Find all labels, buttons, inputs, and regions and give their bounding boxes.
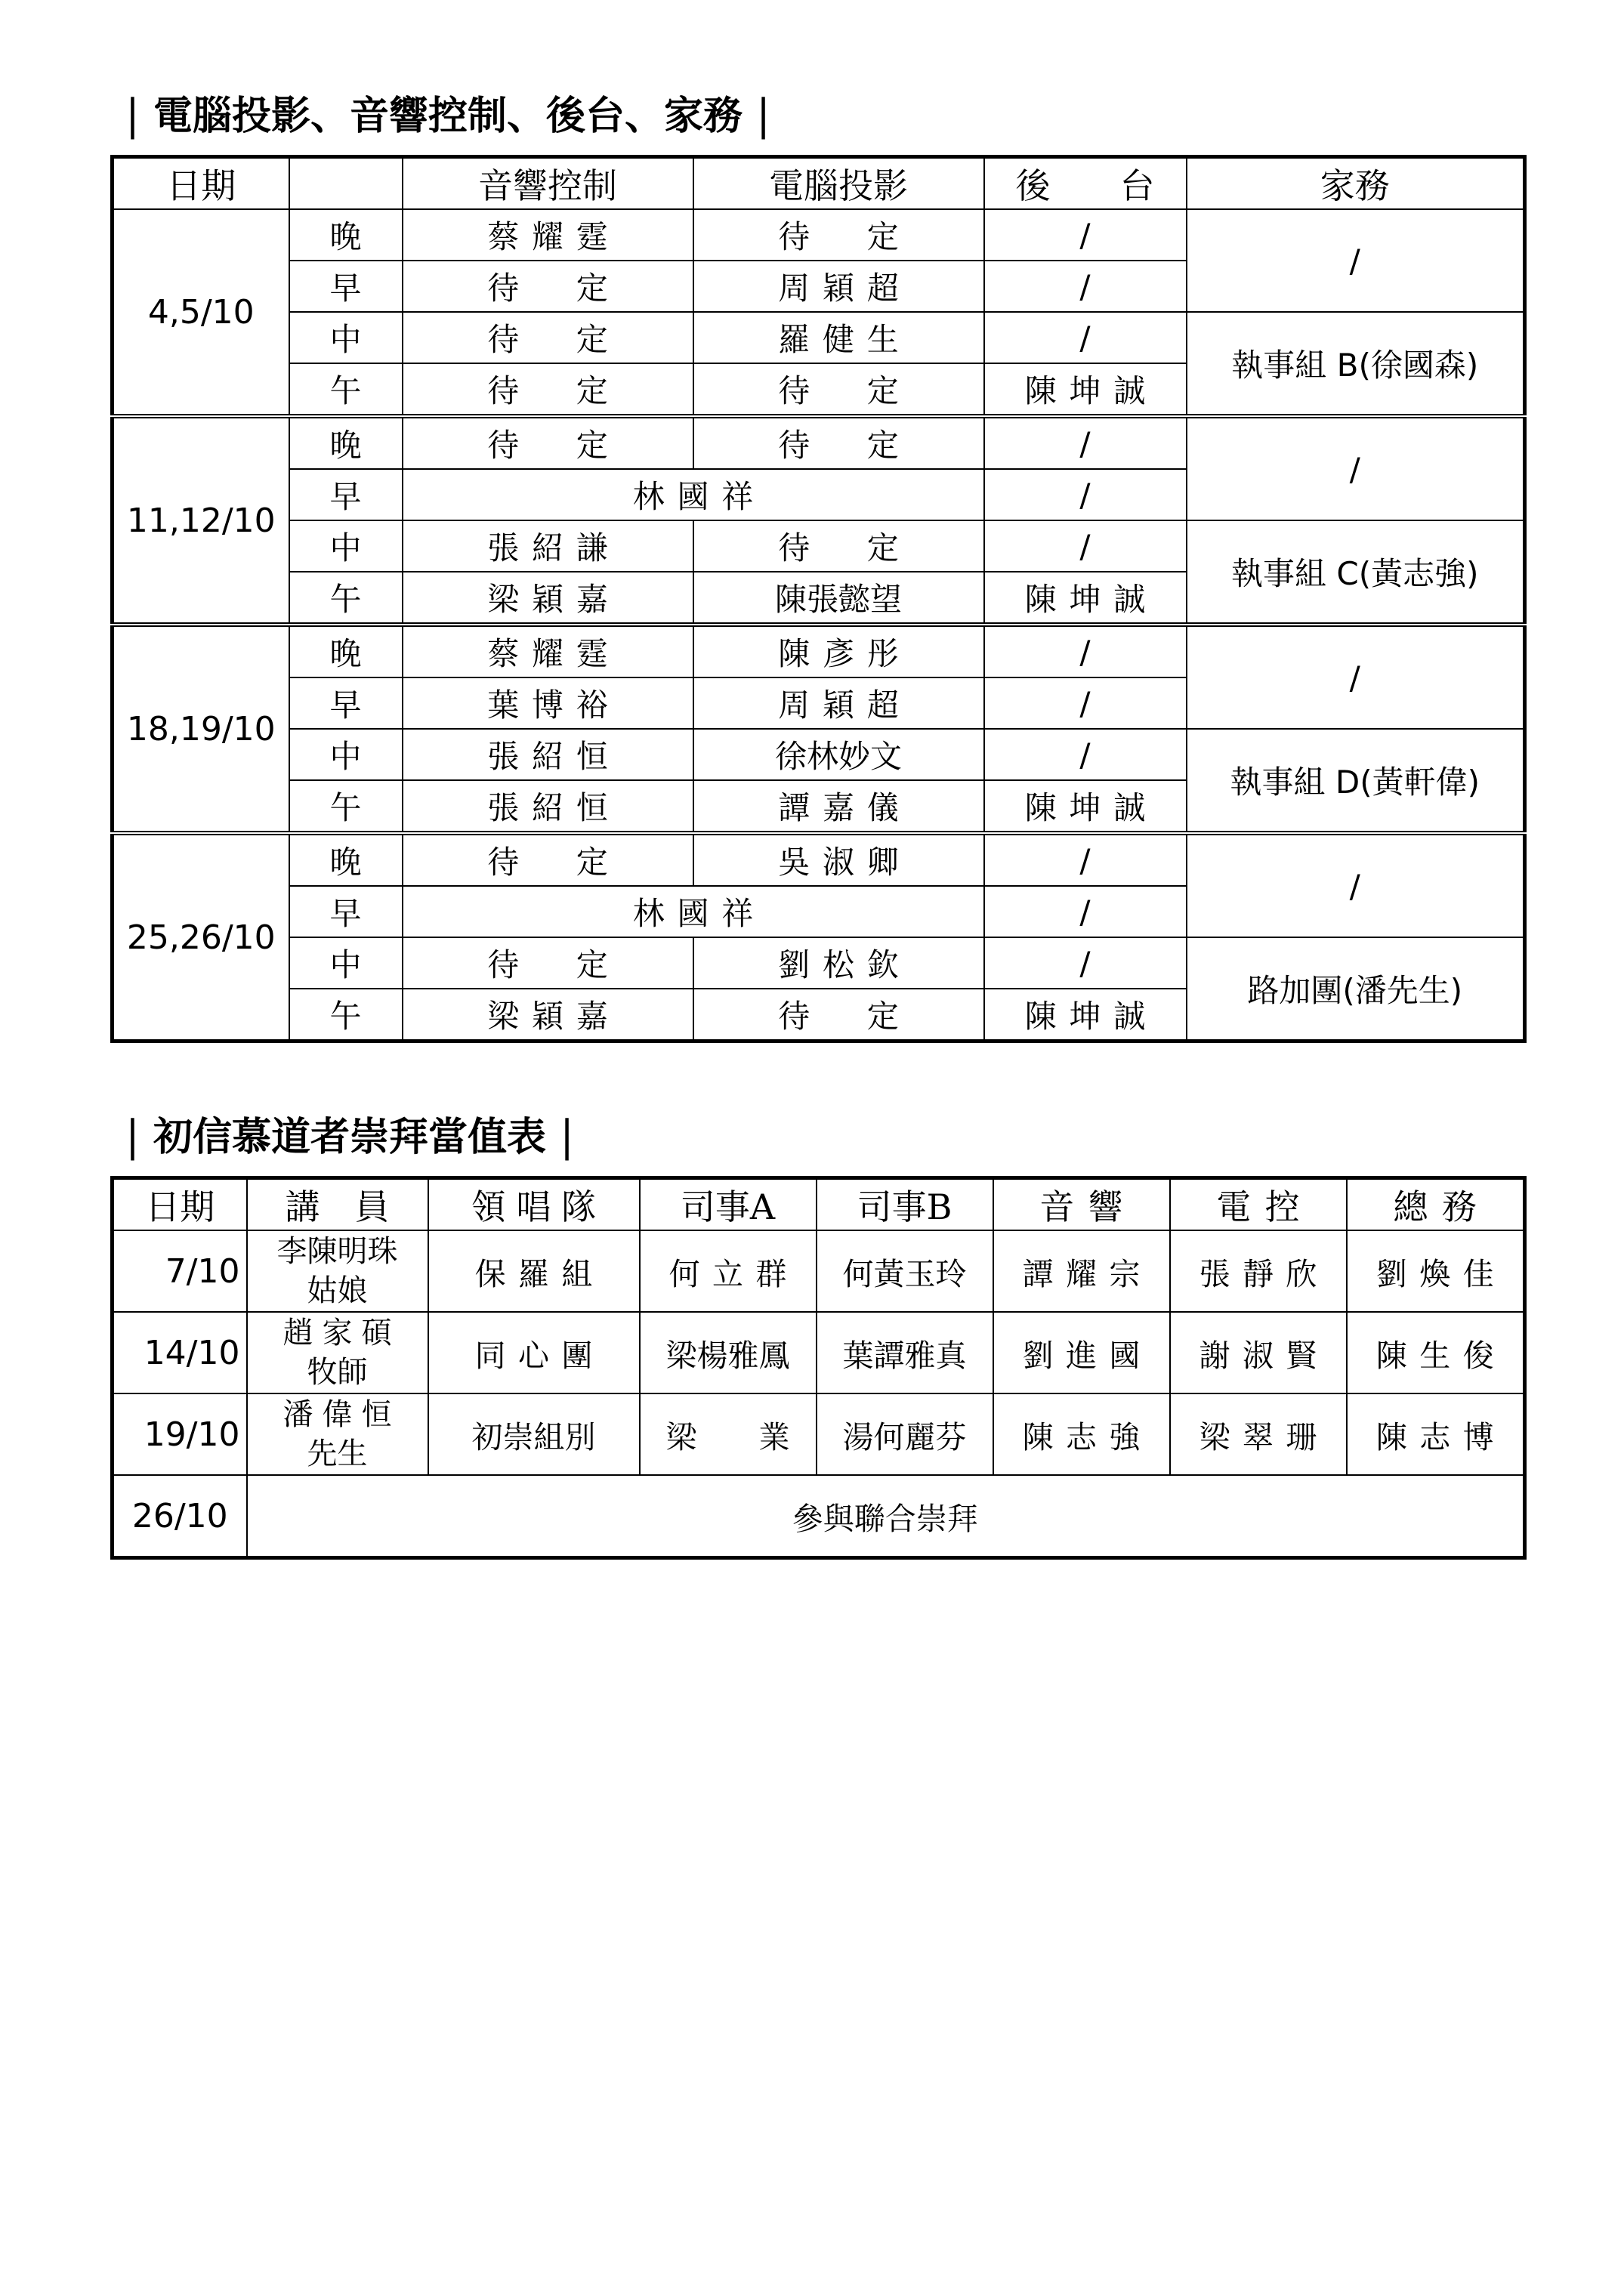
household-cell: 路加團(潘先生) [1187, 937, 1525, 1042]
backstage-cell: / [984, 416, 1187, 469]
audio-cell: 張紹恒 [403, 780, 693, 833]
household-cell: 執事組 D(黃軒偉) [1187, 729, 1525, 833]
pc-cell: 待 定 [693, 209, 984, 261]
audio-cell: 張紹謙 [403, 520, 693, 572]
header-pc-projection: 電腦投影 [693, 157, 984, 210]
backstage-cell: 陳坤誠 [984, 363, 1187, 416]
row-date: 19/10 [113, 1393, 247, 1475]
table-row [113, 209, 1525, 261]
table-row [113, 1230, 1525, 1312]
backstage-cell: / [984, 937, 1187, 989]
slot-cell: 早 [289, 677, 403, 729]
slot-cell: 中 [289, 729, 403, 780]
general-cell: 陳生俊 [1347, 1312, 1525, 1393]
audio-cell: 待 定 [403, 363, 693, 416]
speaker-title: 姑娘 [307, 1273, 368, 1308]
header-audio-control: 音響控制 [403, 157, 693, 210]
audio-cell: 待 定 [403, 261, 693, 312]
merged-audio-pc-cell: 林國祥 [403, 886, 984, 937]
header-usher-b: 司事B [817, 1178, 993, 1231]
slot-cell: 晚 [289, 625, 403, 677]
control-cell: 謝淑賢 [1170, 1312, 1347, 1393]
speaker-name: 趙家碩 [283, 1316, 401, 1350]
group-date: 11,12/10 [113, 416, 289, 625]
audio-cell: 梁穎嘉 [403, 989, 693, 1042]
table-row [113, 833, 1525, 886]
backstage-cell: / [984, 886, 1187, 937]
backstage-cell: / [984, 677, 1187, 729]
slot-cell: 午 [289, 989, 403, 1042]
header-general-affairs: 總務 [1347, 1178, 1525, 1231]
backstage-cell: / [984, 312, 1187, 363]
joint-worship-note: 參與聯合崇拜 [247, 1475, 1525, 1558]
table-row [113, 520, 1525, 572]
speaker-name: 潘偉恒 [283, 1397, 401, 1432]
pc-cell: 劉松欽 [693, 937, 984, 989]
household-cell: 執事組 B(徐國森) [1187, 312, 1525, 416]
audio-cell: 待 定 [403, 312, 693, 363]
pc-cell: 羅健生 [693, 312, 984, 363]
general-cell: 陳志博 [1347, 1393, 1525, 1475]
pc-cell: 待 定 [693, 363, 984, 416]
section1-title: 電腦投影、音響控制、後台、家務 [153, 93, 743, 139]
backstage-cell: / [984, 833, 1187, 886]
roster-table-av-backstage [110, 155, 1527, 1043]
backstage-cell: 陳坤誠 [984, 572, 1187, 625]
slot-cell: 午 [289, 572, 403, 625]
header-date: 日期 [113, 1178, 247, 1231]
choir-cell: 同心團 [428, 1312, 640, 1393]
merged-audio-pc-cell: 林國祥 [403, 469, 984, 520]
backstage-cell: 陳坤誠 [984, 989, 1187, 1042]
control-cell: 張靜欣 [1170, 1230, 1347, 1312]
slot-cell: 午 [289, 780, 403, 833]
backstage-cell: / [984, 209, 1187, 261]
slot-cell: 午 [289, 363, 403, 416]
speaker-name: 李陳明珠 [276, 1234, 398, 1269]
header-household: 家務 [1187, 157, 1525, 210]
pc-cell: 徐林妙文 [693, 729, 984, 780]
backstage-cell: / [984, 520, 1187, 572]
table-row [113, 729, 1525, 780]
backstage-cell: 陳坤誠 [984, 780, 1187, 833]
header-date: 日期 [113, 157, 289, 210]
table-header-row [113, 157, 1525, 210]
slot-cell: 晚 [289, 209, 403, 261]
table-row [113, 937, 1525, 989]
pc-cell: 周穎超 [693, 677, 984, 729]
audio-cell: 蔡耀霆 [403, 209, 693, 261]
table-row [113, 1475, 1525, 1558]
table-row [113, 312, 1525, 363]
section1-heading: | 電腦投影、音響控制、後台、家務 | [125, 91, 770, 140]
audio-cell: 待 定 [403, 937, 693, 989]
group-date: 4,5/10 [113, 209, 289, 416]
usher-a-cell: 梁 業 [640, 1393, 817, 1475]
group-date: 18,19/10 [113, 625, 289, 833]
table-row [113, 1312, 1525, 1393]
header-worship-team: 領唱隊 [428, 1178, 640, 1231]
pc-cell: 待 定 [693, 520, 984, 572]
table-row [113, 1393, 1525, 1475]
group-date: 25,26/10 [113, 833, 289, 1042]
header-speaker: 講 員 [247, 1178, 428, 1231]
usher-b-cell: 何黃玉玲 [817, 1230, 993, 1312]
usher-a-cell: 何立群 [640, 1230, 817, 1312]
header-slot [289, 157, 403, 210]
household-cell: / [1187, 833, 1525, 937]
backstage-cell: / [984, 625, 1187, 677]
audio-cell: 梁穎嘉 [403, 572, 693, 625]
row-date: 7/10 [113, 1230, 247, 1312]
usher-b-cell: 葉譚雅真 [817, 1312, 993, 1393]
pc-cell: 譚嘉儀 [693, 780, 984, 833]
speaker-cell [247, 1393, 428, 1475]
table-header-row [113, 1178, 1525, 1231]
pc-cell: 吳淑卿 [693, 833, 984, 886]
control-cell: 梁翠珊 [1170, 1393, 1347, 1475]
roster-table-newcomer-worship [110, 1176, 1527, 1560]
backstage-cell: / [984, 261, 1187, 312]
speaker-cell [247, 1312, 428, 1393]
header-usher-a: 司事A [640, 1178, 817, 1231]
pc-cell: 待 定 [693, 416, 984, 469]
audio-cell: 張紹恒 [403, 729, 693, 780]
table-row [113, 416, 1525, 469]
backstage-cell: / [984, 469, 1187, 520]
household-cell: 執事組 C(黃志強) [1187, 520, 1525, 625]
slot-cell: 早 [289, 469, 403, 520]
sound-cell: 陳志強 [993, 1393, 1170, 1475]
header-sound: 音響 [993, 1178, 1170, 1231]
slot-cell: 中 [289, 937, 403, 989]
audio-cell: 待 定 [403, 416, 693, 469]
header-control: 電控 [1170, 1178, 1347, 1231]
slot-cell: 晚 [289, 416, 403, 469]
section2-title: 初信慕道者崇拜當值表 [153, 1114, 546, 1160]
slot-cell: 中 [289, 312, 403, 363]
row-date: 14/10 [113, 1312, 247, 1393]
slot-cell: 中 [289, 520, 403, 572]
pc-cell: 陳彥彤 [693, 625, 984, 677]
general-cell: 劉煥佳 [1347, 1230, 1525, 1312]
household-cell: / [1187, 209, 1525, 312]
sound-cell: 劉進國 [993, 1312, 1170, 1393]
section2-heading: | 初信慕道者崇拜當值表 | [125, 1112, 574, 1161]
household-cell: / [1187, 625, 1525, 729]
audio-cell: 葉博裕 [403, 677, 693, 729]
slot-cell: 晚 [289, 833, 403, 886]
audio-cell: 待 定 [403, 833, 693, 886]
slot-cell: 早 [289, 261, 403, 312]
pc-cell: 周穎超 [693, 261, 984, 312]
choir-cell: 保羅組 [428, 1230, 640, 1312]
speaker-title: 牧師 [307, 1355, 368, 1390]
speaker-cell [247, 1230, 428, 1312]
header-backstage: 後 台 [984, 157, 1187, 210]
pc-cell: 陳張懿望 [693, 572, 984, 625]
pc-cell: 待 定 [693, 989, 984, 1042]
household-cell: / [1187, 416, 1525, 520]
usher-b-cell: 湯何麗芬 [817, 1393, 993, 1475]
row-date: 26/10 [113, 1475, 247, 1558]
table-row [113, 625, 1525, 677]
usher-a-cell: 梁楊雅鳳 [640, 1312, 817, 1393]
speaker-title: 先生 [307, 1437, 368, 1471]
backstage-cell: / [984, 729, 1187, 780]
sound-cell: 譚耀宗 [993, 1230, 1170, 1312]
slot-cell: 早 [289, 886, 403, 937]
audio-cell: 蔡耀霆 [403, 625, 693, 677]
choir-cell: 初崇組別 [428, 1393, 640, 1475]
